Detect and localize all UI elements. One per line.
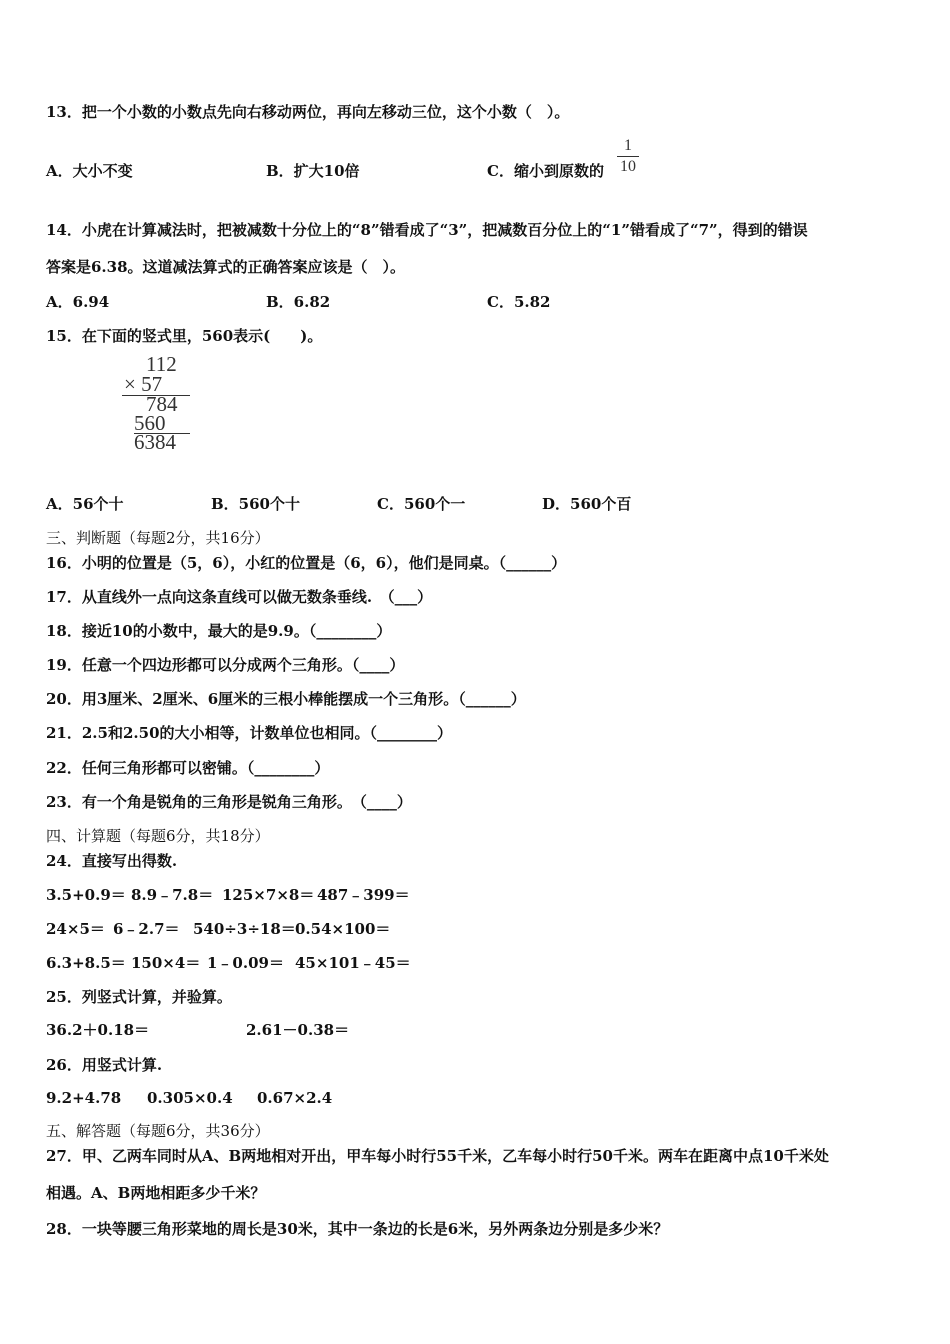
- q15-option-d: D．560个百: [542, 495, 632, 513]
- q15-option-b: B．560个十: [211, 495, 300, 513]
- section-3-title: 三、判断题（每题2分，共16分）: [46, 529, 270, 547]
- q26-item-2: 0.305×0.4: [147, 1089, 233, 1107]
- q13-option-c: C．缩小到原数的: [487, 162, 604, 180]
- q24-r1-c4: 487﹣399＝: [317, 886, 410, 904]
- q24-stem: 24．直接写出得数.: [46, 852, 178, 870]
- vertical-multiplier: × 57: [124, 372, 163, 396]
- q15-option-a: A．56个十: [46, 495, 124, 513]
- fraction-numerator: 1: [624, 137, 632, 154]
- section-4-title: 四、计算题（每题6分，共18分）: [46, 827, 270, 845]
- vertical-partial-2: 560: [134, 411, 166, 435]
- fraction-bar: [617, 156, 639, 157]
- q16: 16．小明的位置是（5，6），小红的位置是（6，6），他们是同桌。（______）: [46, 554, 567, 572]
- q24-r3-c1: 6.3+8.5＝: [46, 954, 126, 972]
- q15-stem: 15．在下面的竖式里，560表示( )。: [46, 327, 323, 345]
- vertical-result: 6384: [134, 430, 176, 454]
- q18: 18．接近10的小数中，最大的是9.9。（________）: [46, 622, 392, 640]
- q24-r3-c2: 150×4＝: [131, 954, 201, 972]
- q27-line2: 相遇。A、B两地相距多少千米？: [46, 1184, 266, 1202]
- q20: 20．用3厘米、2厘米、6厘米的三根小棒能摆成一个三角形。（______）: [46, 690, 526, 708]
- q24-r2-c1: 24×5＝: [46, 920, 105, 938]
- q19: 19．任意一个四边形都可以分成两个三角形。（____）: [46, 656, 405, 674]
- q14-option-a: A．6.94: [46, 293, 110, 311]
- fraction-denominator: 10: [620, 158, 636, 175]
- q24-r3-c4: 45×101﹣45＝: [295, 954, 411, 972]
- q14-option-c: C．5.82: [487, 293, 551, 311]
- q25-item-2: 2.61－0.38＝: [246, 1021, 350, 1039]
- q24-r2-c4: 0.54×100＝: [295, 920, 391, 938]
- q14-stem-line1: 14．小虎在计算减法时，把被减数十分位上的“8”错看成了“3”，把减数百分位上的“1”错看成了“7”，得到的错误: [46, 221, 808, 239]
- q28: 28．一块等腰三角形菜地的周长是30米，其中一条边的长是6米，另外两条边分别是多少米？: [46, 1220, 669, 1238]
- q25-item-1: 36.2＋0.18＝: [46, 1021, 150, 1039]
- q24-r2-c3: 540÷3÷18＝: [193, 920, 296, 938]
- vertical-partial-1: 784: [146, 392, 178, 416]
- q14-stem-line2: 答案是6.38。这道减法算式的正确答案应该是（ ）。: [46, 258, 406, 276]
- q13-option-b: B．扩大10倍: [266, 162, 360, 180]
- q17: 17．从直线外一点向这条直线可以做无数条垂线. （___）: [46, 588, 433, 606]
- q27-line1: 27．甲、乙两车同时从A、B两地相对开出，甲车每小时行55千米，乙车每小时行50千米。两车在距离中点10千米处: [46, 1147, 829, 1165]
- q24-r3-c3: 1﹣0.09＝: [207, 954, 284, 972]
- q26-item-3: 0.67×2.4: [257, 1089, 333, 1107]
- q24-r2-c2: 6﹣2.7＝: [113, 920, 180, 938]
- q24-r1-c2: 8.9﹣7.8＝: [131, 886, 214, 904]
- q25-stem: 25．列竖式计算，并验算。: [46, 988, 232, 1006]
- q21: 21．2.5和2.50的大小相等，计数单位也相同。（________）: [46, 724, 453, 742]
- section-5-title: 五、解答题（每题6分，共36分）: [46, 1122, 270, 1140]
- q13-stem: 13．把一个小数的小数点先向右移动两位，再向左移动三位，这个小数（ ）。: [46, 103, 570, 121]
- q13-option-a: A．大小不变: [46, 162, 133, 180]
- q26-stem: 26．用竖式计算.: [46, 1056, 163, 1074]
- q24-r1-c1: 3.5+0.9＝: [46, 886, 126, 904]
- q24-r1-c3: 125×7×8＝: [222, 886, 315, 904]
- vertical-top-number: 112: [146, 352, 177, 376]
- q23: 23．有一个角是锐角的三角形是锐角三角形。 （____）: [46, 793, 412, 811]
- q14-option-b: B．6.82: [266, 293, 331, 311]
- q26-item-1: 9.2+4.78: [46, 1089, 122, 1107]
- q15-option-c: C．560个一: [377, 495, 466, 513]
- q13-fraction: [617, 137, 639, 176]
- q22: 22．任何三角形都可以密铺。（________）: [46, 759, 330, 777]
